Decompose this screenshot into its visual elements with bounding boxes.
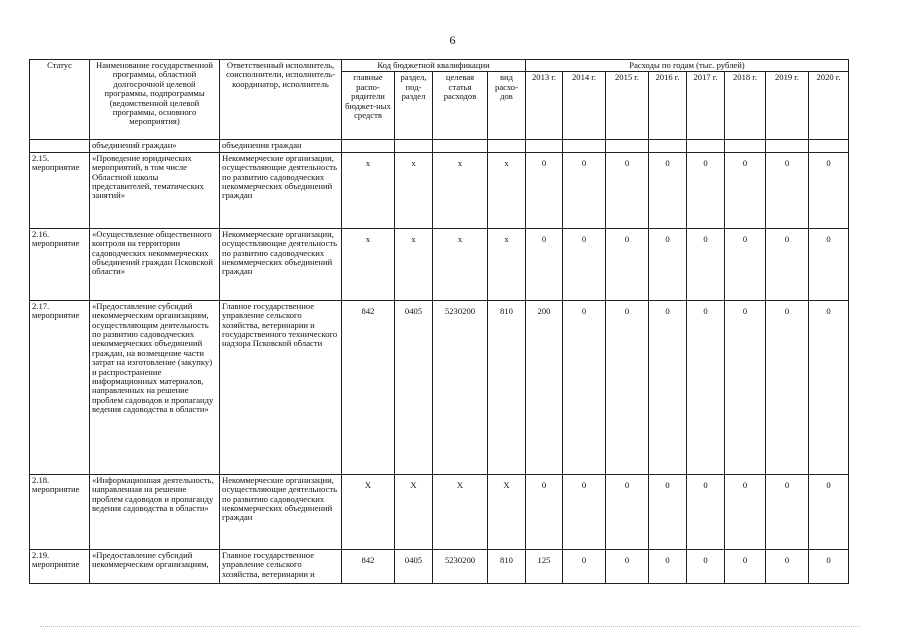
cell-name: «Предоставление субсидий некоммерческим организациям, осуществляющим деятельность по развитию садоводческих некоммерческих объединений граждан, на возмещение части затрат на изготовление (закупку) и распространение информационных материалов, направленных на решение проблем садоводов и пропаганду ведения садоводства в области»	[90, 300, 220, 474]
cell-status: 2.17. мероприятие	[30, 300, 90, 474]
cell-year-value: 0	[766, 300, 809, 474]
cell-name: «Осуществление общественного контроля на территории садоводческих некоммерческих объединений граждан Псковской области»	[90, 228, 220, 300]
header-year: 2018 г.	[725, 72, 766, 140]
cell-year-value: 0	[766, 474, 809, 549]
cell-code: 810	[488, 549, 526, 583]
cell-year-value: 0	[687, 300, 725, 474]
header-budget-code: раздел, под-раздел	[395, 72, 433, 140]
page-number: 6	[449, 33, 456, 47]
cell-year-value: 0	[649, 549, 687, 583]
cell-year-value: 0	[809, 152, 849, 228]
cell-year-value: 0	[809, 549, 849, 583]
cell-year-value: 0	[687, 549, 725, 583]
table-row	[30, 474, 849, 549]
cell-executor: Главное государственное управление сельского хозяйства, ветеринарии и	[220, 549, 342, 583]
header-year: 2013 г.	[526, 72, 563, 140]
header-budget-code-group: Код бюджетной квалификации	[342, 60, 526, 72]
cell-status: 2.15. мероприятие	[30, 152, 90, 228]
cell-executor: Некоммерческие организации, осуществляющие деятельность по развитию садоводческих некоммерческих объединений граждан	[220, 152, 342, 228]
cell-code: Х	[488, 474, 526, 549]
header-year: 2020 г.	[809, 72, 849, 140]
cell-code: Х	[433, 474, 488, 549]
cell-code: Х	[395, 474, 433, 549]
table-row	[30, 152, 849, 228]
cell-year-value: 0	[649, 300, 687, 474]
cell-empty	[809, 140, 849, 152]
budget-table	[29, 59, 849, 584]
cell-year-value: 0	[563, 152, 606, 228]
cell-code: х	[433, 228, 488, 300]
cell-status: 2.16. мероприятие	[30, 228, 90, 300]
cell-code: 5230200	[433, 300, 488, 474]
cell-empty	[526, 140, 563, 152]
cell-empty	[725, 140, 766, 152]
cell-code: х	[488, 152, 526, 228]
cell-year-value: 0	[809, 474, 849, 549]
cell-year-value: 0	[725, 549, 766, 583]
cell-code: х	[395, 228, 433, 300]
cell-year-value: 0	[526, 152, 563, 228]
cell-executor: Главное государственное управление сельского хозяйства, ветеринарии и государственного технического надзора Псковской области	[220, 300, 342, 474]
cell-year-value: 0	[725, 300, 766, 474]
cell-empty	[342, 140, 395, 152]
cell-executor: Некоммерческие организации, осуществляющие деятельность по развитию садоводческих некоммерческих объединений граждан	[220, 228, 342, 300]
cell-year-value: 0	[606, 228, 649, 300]
cell-year-value: 0	[725, 228, 766, 300]
header-budget-code: главные распо-рядители бюджет-ных средств	[342, 72, 395, 140]
cell-code: 810	[488, 300, 526, 474]
table-row-continuation	[30, 140, 849, 152]
cell-year-value: 0	[563, 474, 606, 549]
cell-year-value: 0	[563, 549, 606, 583]
cell-year-value: 0	[809, 228, 849, 300]
budget-table-wrapper	[29, 59, 849, 584]
cell-code: х	[342, 152, 395, 228]
header-status: Статус	[30, 60, 90, 140]
cell-year-value: 0	[649, 152, 687, 228]
cell-code: 842	[342, 300, 395, 474]
cell-empty	[649, 140, 687, 152]
cell-year-value: 200	[526, 300, 563, 474]
cell-year-value: 0	[649, 228, 687, 300]
cell-year-value: 0	[687, 228, 725, 300]
header-executor: Ответственный исполнитель, соисполнители, исполнитель-координатор, исполнитель	[220, 60, 342, 140]
cell-empty	[563, 140, 606, 152]
cell-year-value: 0	[606, 474, 649, 549]
cell-year-value: 125	[526, 549, 563, 583]
header-year: 2017 г.	[687, 72, 725, 140]
cell-status: 2.18. мероприятие	[30, 474, 90, 549]
cell-code: 5230200	[433, 549, 488, 583]
cell-year-value: 0	[687, 474, 725, 549]
header-expenses-group: Расходы по годам (тыс. рублей)	[526, 60, 849, 72]
table-row	[30, 300, 849, 474]
cell-code: х	[433, 152, 488, 228]
cell-status: 2.19. мероприятие	[30, 549, 90, 583]
cell-year-value: 0	[526, 474, 563, 549]
cell-code: х	[488, 228, 526, 300]
cell-executor: Некоммерческие организации, осуществляющие деятельность по развитию садоводческих некоммерческих объединений граждан	[220, 474, 342, 549]
cell-empty	[606, 140, 649, 152]
cell-year-value: 0	[766, 152, 809, 228]
cell-code: х	[342, 228, 395, 300]
cell-empty	[488, 140, 526, 152]
cell-year-value: 0	[766, 549, 809, 583]
table-row	[30, 228, 849, 300]
cell-year-value: 0	[649, 474, 687, 549]
cell-code: Х	[342, 474, 395, 549]
cell-name: «Проведение юридических мероприятий, в том числе Областной школы представителей, тематических занятий»	[90, 152, 220, 228]
cell-year-value: 0	[725, 152, 766, 228]
cell-year-value: 0	[606, 549, 649, 583]
cell-name: «Информационная деятельность, направленная на решение проблем садоводов и пропаганду ведения садоводства в области»	[90, 474, 220, 549]
cell-name: объединений граждан»	[90, 140, 220, 152]
cell-year-value: 0	[563, 228, 606, 300]
cell-year-value: 0	[526, 228, 563, 300]
header-year: 2019 г.	[766, 72, 809, 140]
cell-year-value: 0	[563, 300, 606, 474]
cell-year-value: 0	[766, 228, 809, 300]
cell-name: «Предоставление субсидий некоммерческим организациям,	[90, 549, 220, 583]
header-year: 2014 г.	[563, 72, 606, 140]
cell-empty	[687, 140, 725, 152]
cell-empty	[766, 140, 809, 152]
cell-year-value: 0	[606, 152, 649, 228]
cell-year-value: 0	[687, 152, 725, 228]
header-name: Наименование государственной программы, областной долгосрочной целевой программы, подпрограммы (ведомственной целевой программы, основного мероприятия)	[90, 60, 220, 140]
cell-code: 0405	[395, 300, 433, 474]
cell-executor: объединения граждан	[220, 140, 342, 152]
cell-code: х	[395, 152, 433, 228]
cell-year-value: 0	[606, 300, 649, 474]
header-budget-code: вид расхо-дов	[488, 72, 526, 140]
cell-code: 842	[342, 549, 395, 583]
header-budget-code: целевая статья расходов	[433, 72, 488, 140]
cell-empty	[433, 140, 488, 152]
table-row	[30, 549, 849, 583]
cell-code: 0405	[395, 549, 433, 583]
header-year: 2015 г.	[606, 72, 649, 140]
cell-year-value: 0	[809, 300, 849, 474]
cell-year-value: 0	[725, 474, 766, 549]
scan-artifact-line	[40, 626, 860, 627]
cell-empty	[395, 140, 433, 152]
cell-status	[30, 140, 90, 152]
header-year: 2016 г.	[649, 72, 687, 140]
